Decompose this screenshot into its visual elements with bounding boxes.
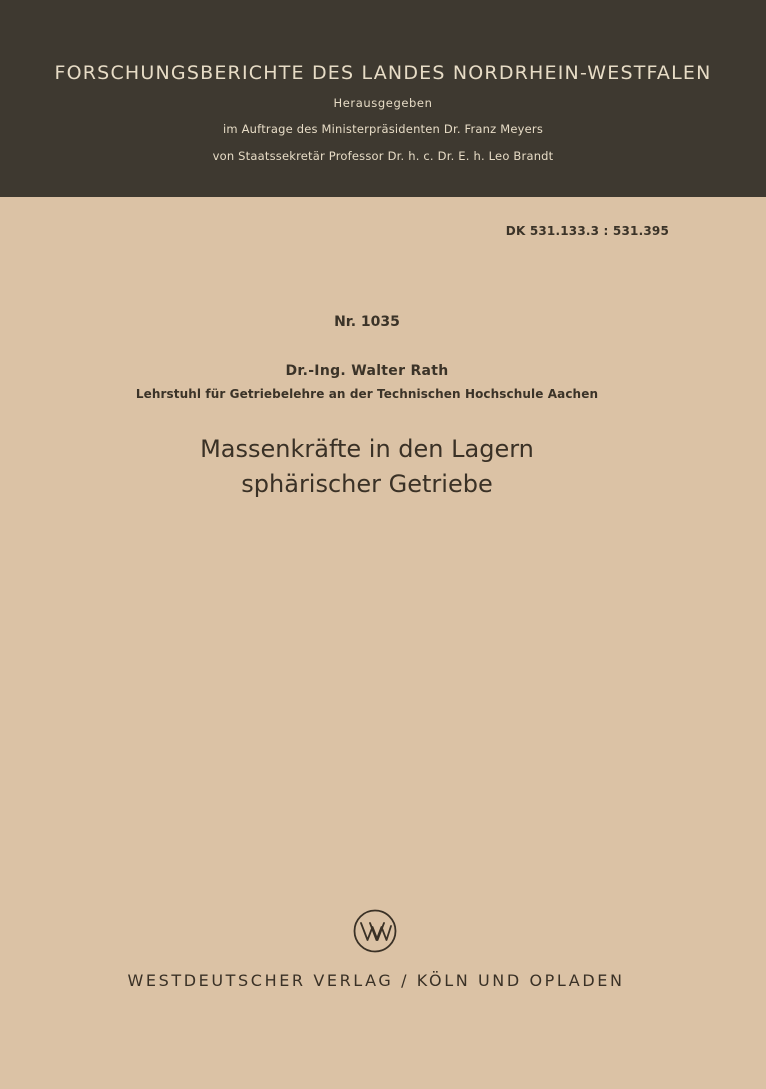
classification-code: DK 531.133.3 : 531.395: [505, 224, 669, 238]
report-number: Nr. 1035: [334, 314, 400, 330]
header-band: [0, 0, 766, 197]
editor-note: Herausgegeben: [333, 96, 433, 110]
commission-note: im Auftrage des Ministerpräsidenten Dr. Franz Meyers: [222, 122, 544, 136]
book-title-line-1: Massenkräfte in den Lagern: [200, 435, 534, 463]
westdeutscher-verlag-logo-icon: [353, 909, 397, 953]
editor-name-note: von Staatssekretär Professor Dr. h. c. Dr. E. h. Leo Brandt: [212, 149, 554, 163]
book-title-line-2: sphärischer Getriebe: [241, 470, 493, 498]
book-title: [0, 432, 734, 502]
author-affiliation: Lehrstuhl für Getriebelehre an der Technischen Hochschule Aachen: [135, 387, 599, 401]
author-name: Dr.-Ing. Walter Rath: [285, 363, 449, 379]
series-title: FORSCHUNGSBERICHTE DES LANDES NORDRHEIN-WESTFALEN: [54, 62, 712, 84]
publisher-imprint: WESTDEUTSCHER VERLAG / KÖLN UND OPLADEN: [127, 971, 625, 990]
